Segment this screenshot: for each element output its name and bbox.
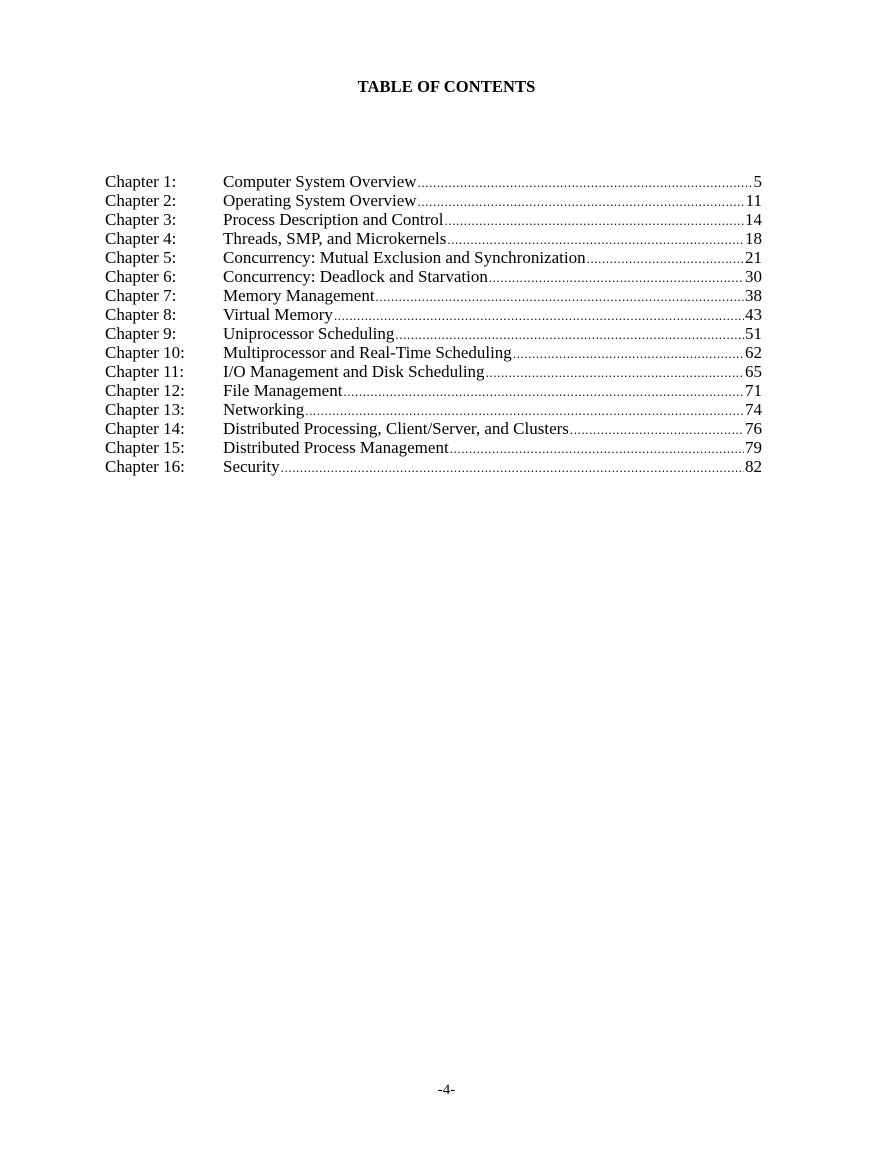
chapter-title: Operating System Overview (223, 191, 417, 210)
toc-entry[interactable] (105, 438, 762, 457)
page-number: 21 (745, 248, 762, 267)
chapter-number: Chapter 5: (105, 248, 177, 267)
toc-entry[interactable] (105, 286, 762, 305)
chapter-number: Chapter 9: (105, 324, 177, 343)
toc-entry[interactable] (105, 343, 762, 362)
chapter-title: Threads, SMP, and Microkernels (223, 229, 447, 248)
chapter-title: Multiprocessor and Real-Time Scheduling (223, 343, 512, 362)
page-number: 71 (745, 381, 762, 400)
dot-leader (450, 439, 744, 458)
chapter-title: Security (223, 457, 280, 476)
dot-leader (334, 306, 744, 325)
page-number: 43 (745, 305, 762, 324)
dot-leader (587, 249, 744, 268)
chapter-number: Chapter 13: (105, 400, 185, 419)
toc-entry[interactable] (105, 362, 762, 381)
dot-leader (418, 173, 753, 192)
dot-leader (281, 458, 744, 477)
chapter-title: Memory Management (223, 286, 375, 305)
page-title: TABLE OF CONTENTS (357, 77, 536, 96)
page-footer-number: -4- (437, 1082, 456, 1098)
chapter-number: Chapter 7: (105, 286, 177, 305)
chapter-number: Chapter 1: (105, 172, 177, 191)
dot-leader (395, 325, 744, 344)
page-number: 74 (745, 400, 762, 419)
toc-entry[interactable] (105, 210, 762, 229)
chapter-number: Chapter 11: (105, 362, 185, 381)
chapter-number: Chapter 4: (105, 229, 177, 248)
toc-entry[interactable] (105, 267, 762, 286)
page-number: 30 (745, 267, 762, 286)
toc-entry[interactable] (105, 324, 762, 343)
chapter-number: Chapter 8: (105, 305, 177, 324)
chapter-title: File Management (223, 381, 343, 400)
page-number: 11 (745, 191, 762, 210)
page-number: 82 (745, 457, 762, 476)
chapter-title: Concurrency: Mutual Exclusion and Synchronization (223, 248, 586, 267)
toc-entry[interactable] (105, 457, 762, 476)
chapter-number: Chapter 14: (105, 419, 185, 438)
chapter-title: I/O Management and Disk Scheduling (223, 362, 485, 381)
page-number: 51 (745, 324, 762, 343)
chapter-number: Chapter 2: (105, 191, 177, 210)
toc-entry[interactable] (105, 248, 762, 267)
dot-leader (418, 192, 745, 211)
toc-entry[interactable] (105, 191, 762, 210)
dot-leader (447, 230, 744, 249)
chapter-title: Computer System Overview (223, 172, 417, 191)
page-number: 5 (753, 172, 762, 191)
toc-entry[interactable] (105, 172, 762, 191)
chapter-number: Chapter 10: (105, 343, 185, 362)
dot-leader (445, 211, 745, 230)
chapter-number: Chapter 12: (105, 381, 185, 400)
page-number: 76 (745, 419, 762, 438)
chapter-title: Uniprocessor Scheduling (223, 324, 395, 343)
chapter-title: Concurrency: Deadlock and Starvation (223, 267, 488, 286)
dot-leader (376, 287, 744, 306)
page-number: 65 (745, 362, 762, 381)
page-number: 38 (745, 286, 762, 305)
page-number: 79 (745, 438, 762, 457)
chapter-title: Virtual Memory (223, 305, 333, 324)
page-number: 14 (745, 210, 762, 229)
chapter-title: Networking (223, 400, 305, 419)
chapter-title: Distributed Process Management (223, 438, 449, 457)
dot-leader (486, 363, 744, 382)
chapter-title: Distributed Processing, Client/Server, and Clusters (223, 419, 569, 438)
dot-leader (343, 382, 744, 401)
toc-entry[interactable] (105, 305, 762, 324)
chapter-number: Chapter 15: (105, 438, 185, 457)
chapter-number: Chapter 6: (105, 267, 177, 286)
toc-entry[interactable] (105, 381, 762, 400)
dot-leader (570, 420, 744, 439)
chapter-number: Chapter 3: (105, 210, 177, 229)
toc-entry[interactable] (105, 419, 762, 438)
dot-leader (305, 401, 744, 420)
chapter-number: Chapter 16: (105, 457, 185, 476)
page-number: 18 (745, 229, 762, 248)
toc-entry[interactable] (105, 229, 762, 248)
chapter-title: Process Description and Control (223, 210, 444, 229)
dot-leader (513, 344, 744, 363)
page-number: 62 (745, 343, 762, 362)
dot-leader (489, 268, 744, 287)
toc-entry[interactable] (105, 400, 762, 419)
table-of-contents (105, 172, 762, 476)
